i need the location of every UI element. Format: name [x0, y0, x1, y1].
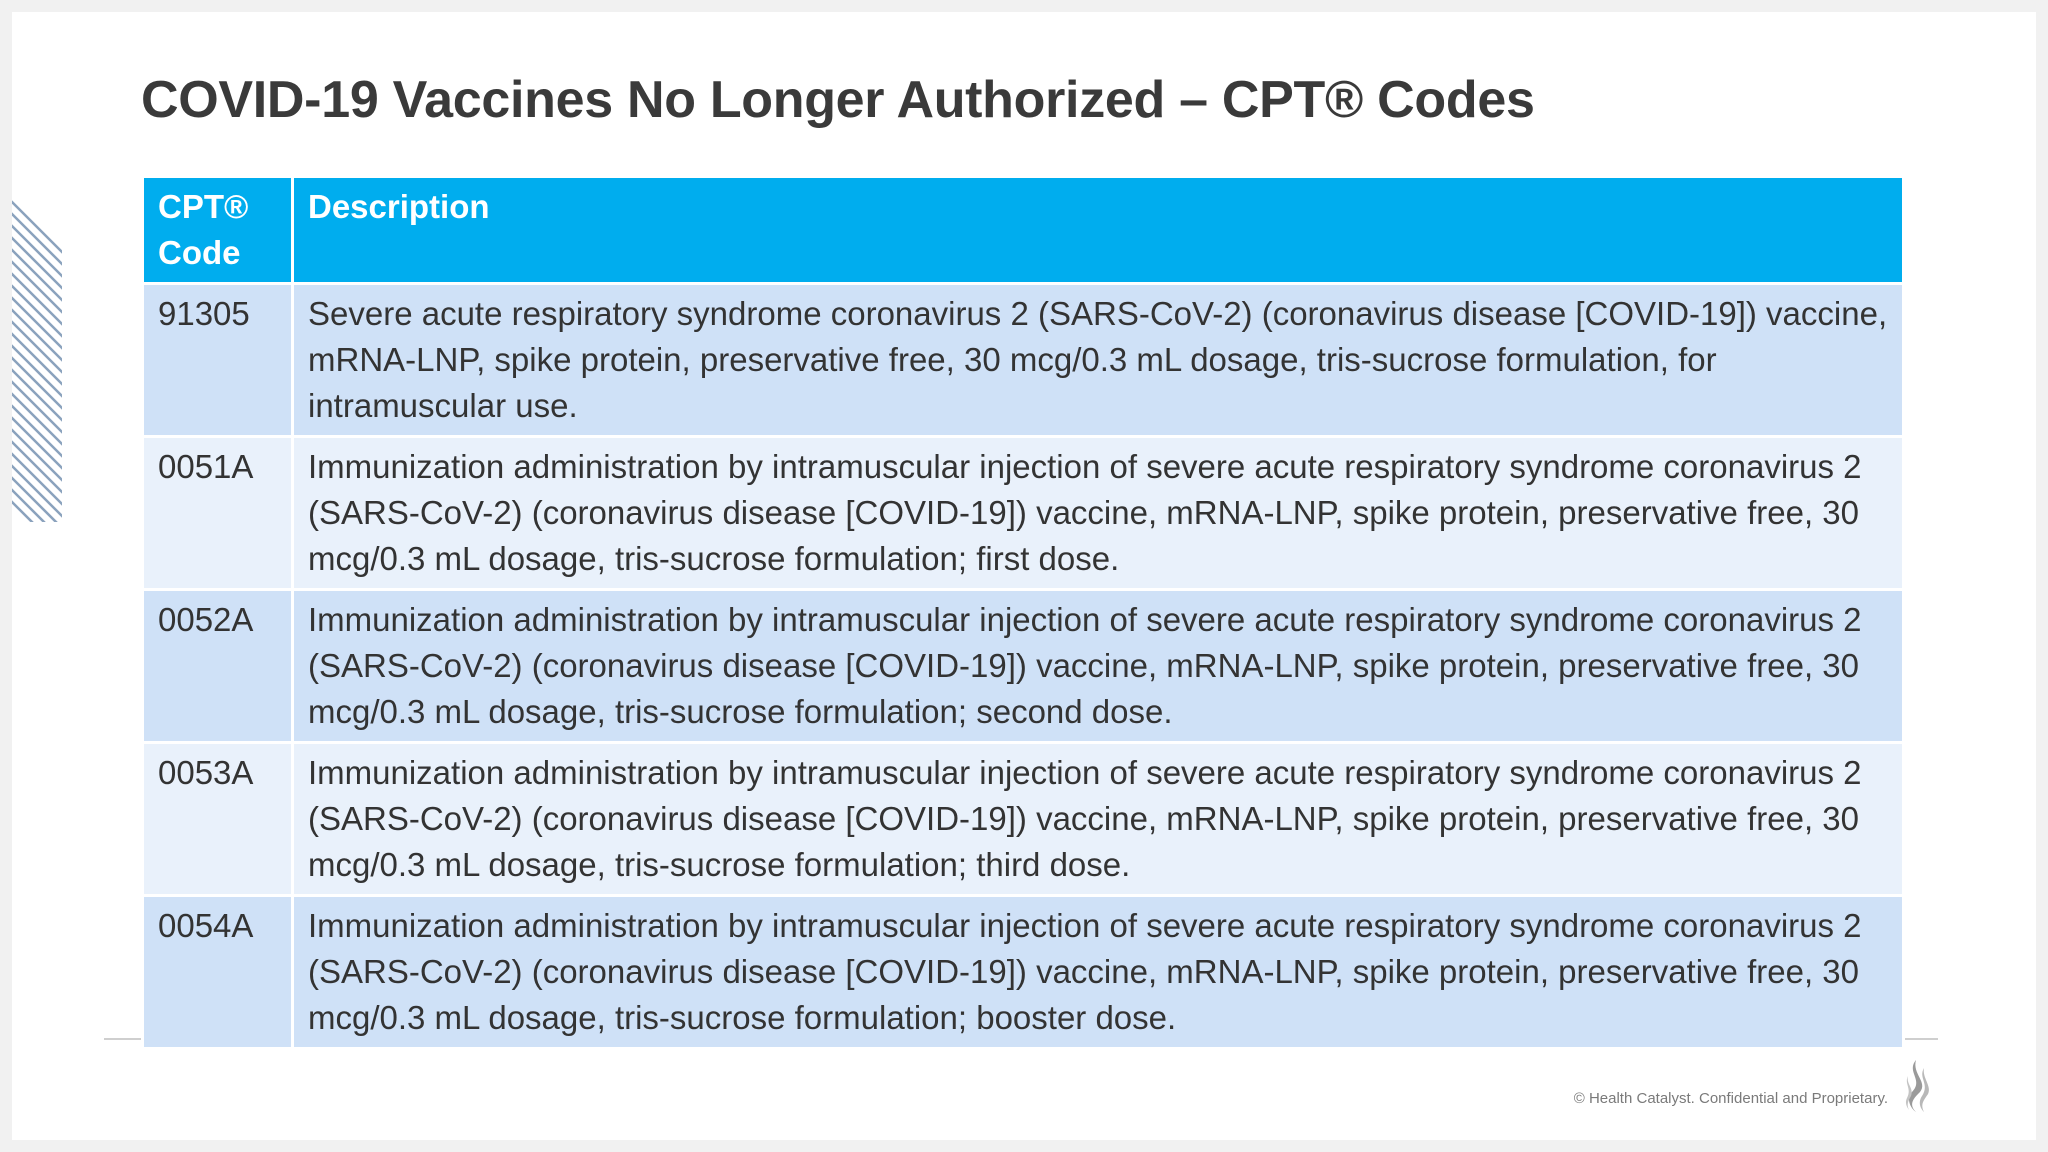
table-row — [143, 743, 1904, 896]
table-row — [143, 284, 1904, 437]
footer-copyright: © Health Catalyst. Confidential and Proprietary. — [1573, 1090, 1888, 1107]
cpt-code-cell: 0053A — [143, 743, 293, 896]
header-cpt-code: CPT® Code — [143, 177, 293, 284]
cpt-code-cell: 0052A — [143, 590, 293, 743]
description-cell: Immunization administration by intramuscular injection of severe acute respiratory syndrome coronavirus 2 (SARS-CoV-2) (coronavirus disease [COVID-19]) vaccine, mRNA-LNP, spike protein, preservative free, 30 mcg/0.3 mL dosage, tris-sucrose formulation; booster dose. — [293, 896, 1904, 1049]
cpt-codes-table — [141, 175, 1905, 1050]
table-row — [143, 896, 1904, 1049]
flame-logo-icon — [1898, 1058, 1934, 1114]
cpt-code-cell: 0051A — [143, 437, 293, 590]
description-cell: Severe acute respiratory syndrome coronavirus 2 (SARS-CoV-2) (coronavirus disease [COVID-19]) vaccine, mRNA-LNP, spike protein, preservative free, 30 mcg/0.3 mL dosage, tris-sucrose formulation, for intramuscular use. — [293, 284, 1904, 437]
cpt-table-container — [141, 175, 1905, 1050]
slide-title: COVID-19 Vaccines No Longer Authorized – CPT® Codes — [141, 71, 1535, 129]
table-row — [143, 437, 1904, 590]
diagonal-stripes-icon — [12, 142, 62, 522]
description-cell: Immunization administration by intramuscular injection of severe acute respiratory syndrome coronavirus 2 (SARS-CoV-2) (coronavirus disease [COVID-19]) vaccine, mRNA-LNP, spike protein, preservative free, 30 mcg/0.3 mL dosage, tris-sucrose formulation; first dose. — [293, 437, 1904, 590]
slide — [12, 12, 2036, 1140]
table-header-row — [143, 177, 1904, 284]
table-row — [143, 590, 1904, 743]
cpt-code-cell: 91305 — [143, 284, 293, 437]
description-cell: Immunization administration by intramuscular injection of severe acute respiratory syndrome coronavirus 2 (SARS-CoV-2) (coronavirus disease [COVID-19]) vaccine, mRNA-LNP, spike protein, preservative free, 30 mcg/0.3 mL dosage, tris-sucrose formulation; second dose. — [293, 590, 1904, 743]
description-cell: Immunization administration by intramuscular injection of severe acute respiratory syndrome coronavirus 2 (SARS-CoV-2) (coronavirus disease [COVID-19]) vaccine, mRNA-LNP, spike protein, preservative free, 30 mcg/0.3 mL dosage, tris-sucrose formulation; third dose. — [293, 743, 1904, 896]
header-description: Description — [293, 177, 1904, 284]
cpt-code-cell: 0054A — [143, 896, 293, 1049]
